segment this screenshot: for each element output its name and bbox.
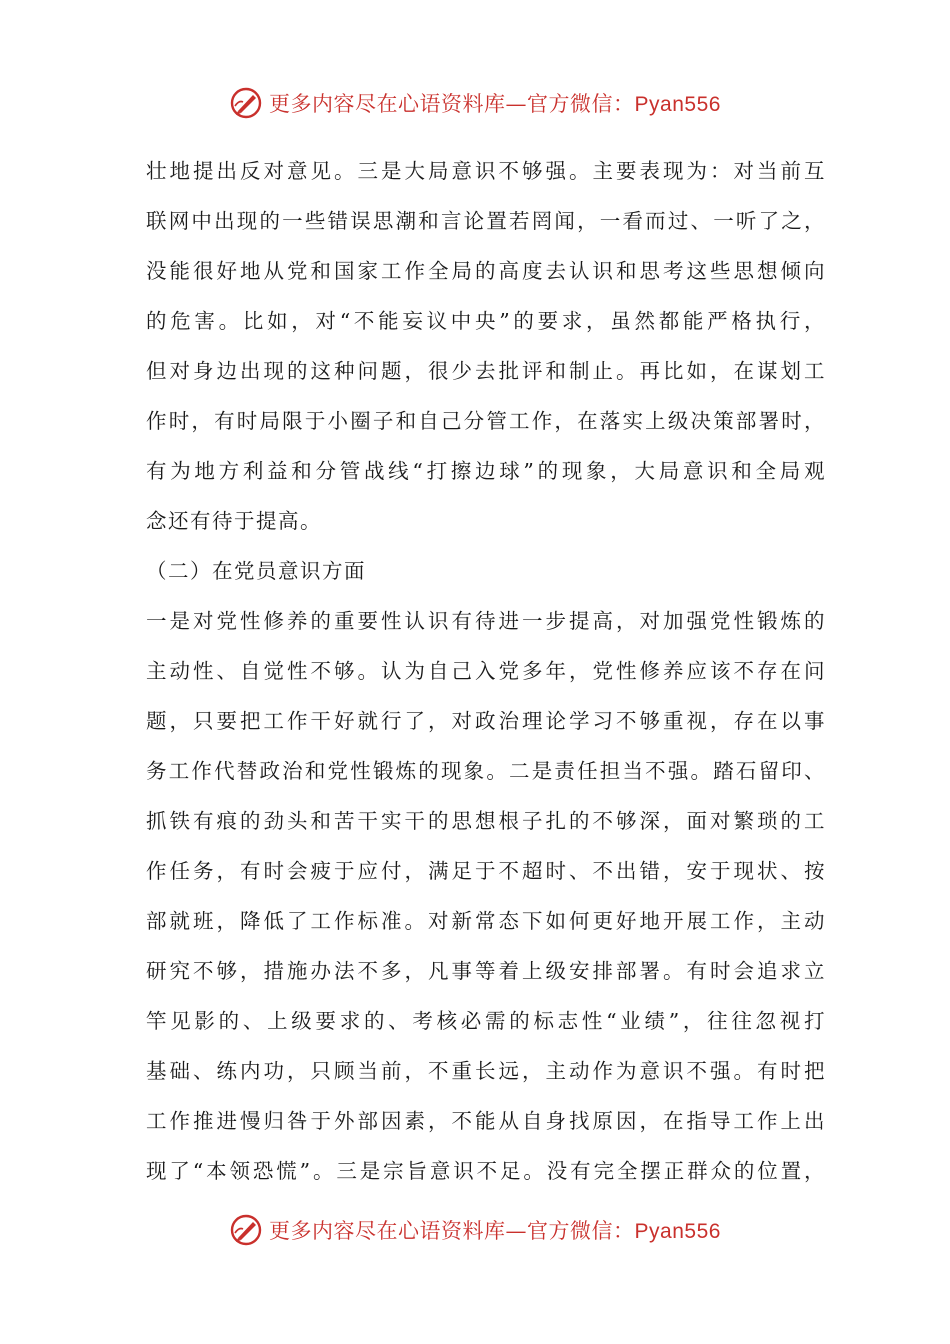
text-line: 作任务，有时会疲于应付，满足于不超时、不出错，安于现状、按	[146, 859, 826, 883]
pen-logo-icon	[229, 1213, 263, 1247]
banner-text: 更多内容尽在心语资料库—官方微信：Pyan556	[269, 92, 721, 116]
text-line: 主动性、自觉性不够。认为自己入党多年，党性修养应该不存在问	[146, 659, 826, 683]
section-heading: （二）在党员意识方面	[146, 559, 366, 583]
text-line: 竿见影的、上级要求的、考核必需的标志性“业绩”，往往忽视打	[146, 1009, 826, 1033]
banner-text: 更多内容尽在心语资料库—官方微信：Pyan556	[269, 1219, 721, 1243]
text-line: 没能很好地从党和国家工作全局的高度去认识和思考这些思想倾向	[146, 259, 826, 283]
text-line: 题，只要把工作干好就行了，对政治理论学习不够重视，存在以事	[146, 709, 826, 733]
text-line: 基础、练内功，只顾当前，不重长远，主动作为意识不强。有时把	[146, 1059, 826, 1083]
text-line: 部就班，降低了工作标准。对新常态下如何更好地开展工作，主动	[146, 909, 826, 933]
text-line: 一是对党性修养的重要性认识有待进一步提高，对加强党性锻炼的	[146, 609, 826, 633]
text-line: 务工作代替政治和党性锻炼的现象。二是责任担当不强。踏石留印、	[146, 759, 826, 783]
text-line: 但对身边出现的这种问题，很少去批评和制止。再比如，在谋划工	[146, 359, 826, 383]
document-body	[146, 146, 826, 1196]
footer-watermark-banner	[0, 1210, 950, 1250]
text-line: 工作推进慢归咎于外部因素，不能从自身找原因，在指导工作上出	[146, 1109, 826, 1133]
text-line: 壮地提出反对意见。三是大局意识不够强。主要表现为：对当前互	[146, 159, 826, 183]
text-line: 有为地方利益和分管战线“打擦边球”的现象，大局意识和全局观	[146, 459, 826, 483]
text-line: 现了“本领恐慌”。三是宗旨意识不足。没有完全摆正群众的位置，	[146, 1159, 826, 1183]
header-watermark-banner	[0, 83, 950, 123]
text-line: 研究不够，措施办法不多，凡事等着上级安排部署。有时会追求立	[146, 959, 826, 983]
text-line: 联网中出现的一些错误思潮和言论置若罔闻，一看而过、一听了之，	[146, 209, 826, 233]
text-line: 念还有待于提高。	[146, 509, 322, 533]
text-line: 抓铁有痕的劲头和苦干实干的思想根子扎的不够深，面对繁琐的工	[146, 809, 826, 833]
text-line: 的危害。比如，对“不能妄议中央”的要求，虽然都能严格执行，	[146, 309, 826, 333]
pen-logo-icon	[229, 86, 263, 120]
text-line: 作时，有时局限于小圈子和自己分管工作，在落实上级决策部署时，	[146, 409, 826, 433]
